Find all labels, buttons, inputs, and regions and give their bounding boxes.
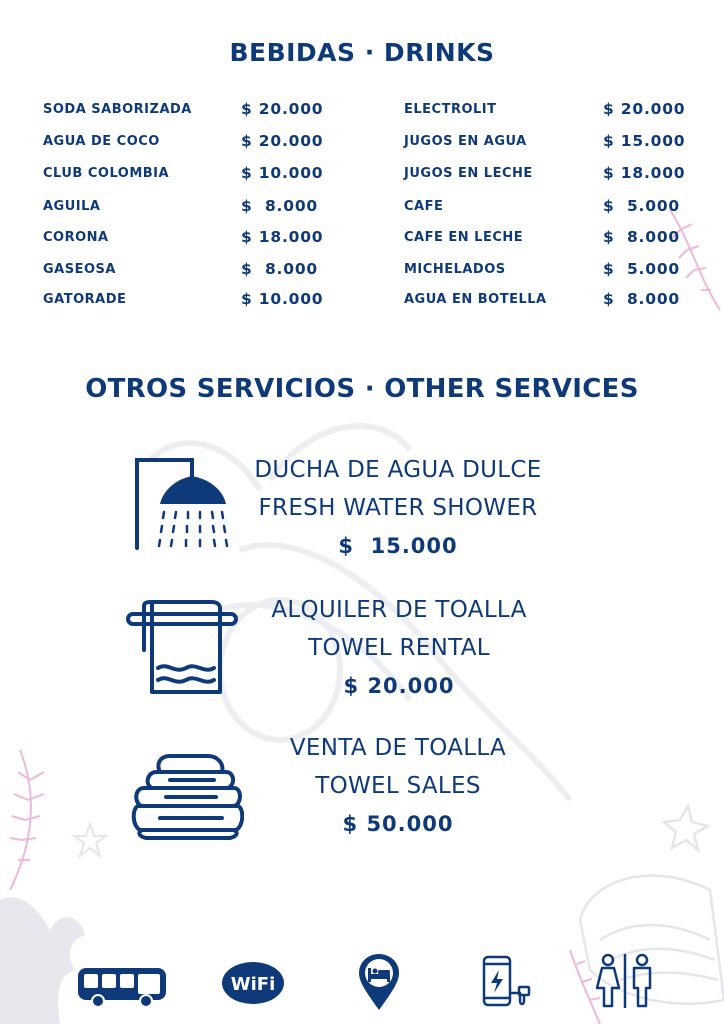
drink-name: AGUILA <box>43 199 101 214</box>
drink-name: CAFE EN LECHE <box>404 230 524 245</box>
drink-price: $ 5.000 <box>603 260 681 278</box>
drink-item <box>43 228 333 250</box>
drink-item <box>404 197 694 219</box>
folded-towels-icon <box>130 750 244 840</box>
drink-name: JUGOS EN AGUA <box>404 134 527 149</box>
bus-icon <box>76 966 168 1008</box>
drink-item <box>404 260 694 282</box>
service-price: $ 15.000 <box>338 534 458 558</box>
drink-item <box>404 228 694 250</box>
drink-name: AGUA EN BOTELLA <box>404 292 547 307</box>
service-name-en: FRESH WATER SHOWER <box>258 495 538 521</box>
drink-name: ELECTROLIT <box>404 102 497 117</box>
shower-icon <box>132 454 232 550</box>
service-name-es: ALQUILER DE TOALLA <box>271 597 527 623</box>
drinks-title: BEBIDAS · DRINKS <box>229 38 495 67</box>
drink-price: $ 8.000 <box>603 228 681 246</box>
drink-price: $ 10.000 <box>241 164 324 182</box>
drink-price: $ 18.000 <box>603 164 686 182</box>
wifi-icon <box>220 960 286 1006</box>
drink-price: $ 20.000 <box>603 100 686 118</box>
wifi-label: WiFi <box>230 974 276 995</box>
drink-name: SODA SABORIZADA <box>43 102 192 117</box>
drink-name: GASEOSA <box>43 262 116 277</box>
drink-name: CLUB COLOMBIA <box>43 166 170 181</box>
drink-item <box>43 260 333 282</box>
service-price: $ 50.000 <box>342 812 454 836</box>
drink-price: $ 8.000 <box>603 290 681 308</box>
service-shower <box>238 451 558 565</box>
drink-price: $ 8.000 <box>241 197 319 215</box>
service-name-es: VENTA DE TOALLA <box>289 735 507 761</box>
drink-name: AGUA DE COCO <box>43 134 160 149</box>
drink-price: $ 10.000 <box>241 290 324 308</box>
service-name-en: TOWEL RENTAL <box>308 635 490 661</box>
services-title: OTROS SERVICIOS · OTHER SERVICES <box>85 374 639 404</box>
drink-item <box>43 197 333 219</box>
drink-item <box>404 164 694 186</box>
drink-item <box>43 100 333 122</box>
drink-price: $ 20.000 <box>241 100 324 118</box>
service-name-en: TOWEL SALES <box>315 773 481 799</box>
drink-name: CAFE <box>404 199 444 214</box>
service-name-es: DUCHA DE AGUA DULCE <box>254 457 542 483</box>
drink-price: $ 5.000 <box>603 197 681 215</box>
towel-rack-icon <box>124 598 240 696</box>
restroom-icon <box>590 952 660 1010</box>
drink-price: $ 8.000 <box>241 260 319 278</box>
drink-item <box>404 100 694 122</box>
drink-price: $ 20.000 <box>241 132 324 150</box>
drink-item <box>404 132 694 154</box>
service-towel-rental <box>258 591 540 705</box>
drink-item <box>43 132 333 154</box>
drink-item <box>43 164 333 186</box>
drink-name: GATORADE <box>43 292 127 307</box>
drink-item <box>404 290 694 312</box>
location-bed-icon <box>356 952 402 1012</box>
phone-charging-icon <box>480 955 532 1011</box>
drink-name: JUGOS EN LECHE <box>404 166 533 181</box>
drink-item <box>43 290 333 312</box>
service-towel-sales <box>264 729 532 843</box>
drink-price: $ 18.000 <box>241 228 324 246</box>
drink-price: $ 15.000 <box>603 132 686 150</box>
drink-name: MICHELADOS <box>404 262 506 277</box>
starfish-decoration <box>70 820 110 860</box>
service-price: $ 20.000 <box>343 674 455 698</box>
drink-name: CORONA <box>43 230 109 245</box>
